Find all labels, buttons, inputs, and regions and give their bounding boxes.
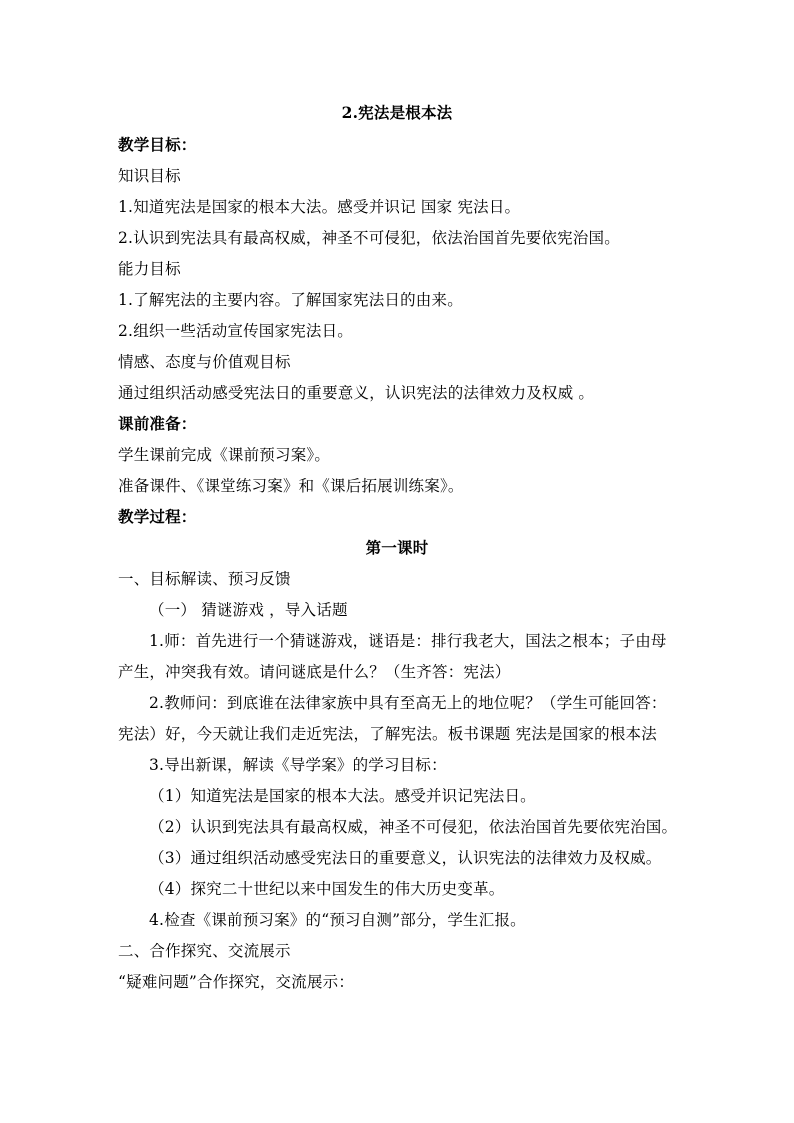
document-title: 2.宪法是根本法 — [341, 103, 453, 122]
list-item: （3）通过组织活动感受宪法日的重要意义，认识宪法的法律效力及权威。 — [149, 849, 662, 867]
section-heading: 二、合作探究、交流展示 — [118, 942, 291, 960]
paragraph: 1.师：首先进行一个猜谜游戏，谜语是：排行我老大，国法之根本；子由母 — [149, 632, 667, 650]
paragraph: 2.认识到宪法具有最高权威，神圣不可侵犯，依法治国首先要依宪治国。 — [118, 229, 620, 247]
section-heading: 一、目标解读、预习反馈 — [118, 570, 291, 588]
paragraph: 1.知道宪法是国家的根本大法。感受并识记 国家 宪法日。 — [118, 198, 521, 216]
list-item: （4）探究二十世纪以来中国发生的伟大历史变革。 — [149, 880, 505, 898]
list-item: （1）知道宪法是国家的根本大法。感受并识记宪法日。 — [149, 787, 536, 805]
paragraph: 宪法）好，今天就让我们走近宪法，了解宪法。板书课题 宪法是国家的根本法 — [118, 725, 657, 743]
heading-teaching-goals: 教学目标： — [118, 135, 197, 154]
paragraph: “疑难问题”合作探究，交流展示： — [118, 973, 355, 991]
heading-teaching-process: 教学过程： — [118, 507, 197, 526]
heading-preparation: 课前准备： — [118, 414, 197, 433]
paragraph: 通过组织活动感受宪法日的重要意义，认识宪法的法律效力及权威 。 — [118, 384, 595, 402]
list-item: （2）认识到宪法具有最高权威，神圣不可侵犯，依法治国首先要依宪治国。 — [149, 818, 678, 836]
subsection-heading: （一） 猜谜游戏 ，导入话题 — [149, 601, 348, 619]
section-title-first-lesson: 第一课时 — [365, 538, 429, 557]
paragraph: 3.导出新课，解读《导学案》的学习目标： — [149, 756, 447, 774]
paragraph: 产生，冲突我有效。请问谜底是什么？（生齐答：宪法） — [118, 663, 511, 681]
paragraph: 学生课前完成《课前预习案》。 — [118, 446, 331, 464]
paragraph: 2.组织一些活动宣传国家宪法日。 — [118, 322, 353, 340]
paragraph: 2.教师问：到底谁在法律家族中具有至高无上的地位呢？（学生可能回答： — [149, 694, 667, 712]
subheading-ability-goals: 能力目标 — [118, 260, 181, 278]
paragraph: 4.检查《课前预习案》的“预习自测”部分，学生汇报。 — [149, 911, 526, 929]
paragraph: 1.了解宪法的主要内容。了解国家宪法日的由来。 — [118, 291, 463, 309]
paragraph: 准备课件、《课堂练习案》和《课后拓展训练案》。 — [118, 477, 464, 495]
subheading-knowledge-goals: 知识目标 — [118, 167, 181, 185]
subheading-emotion-goals: 情感、态度与价值观目标 — [118, 353, 291, 371]
